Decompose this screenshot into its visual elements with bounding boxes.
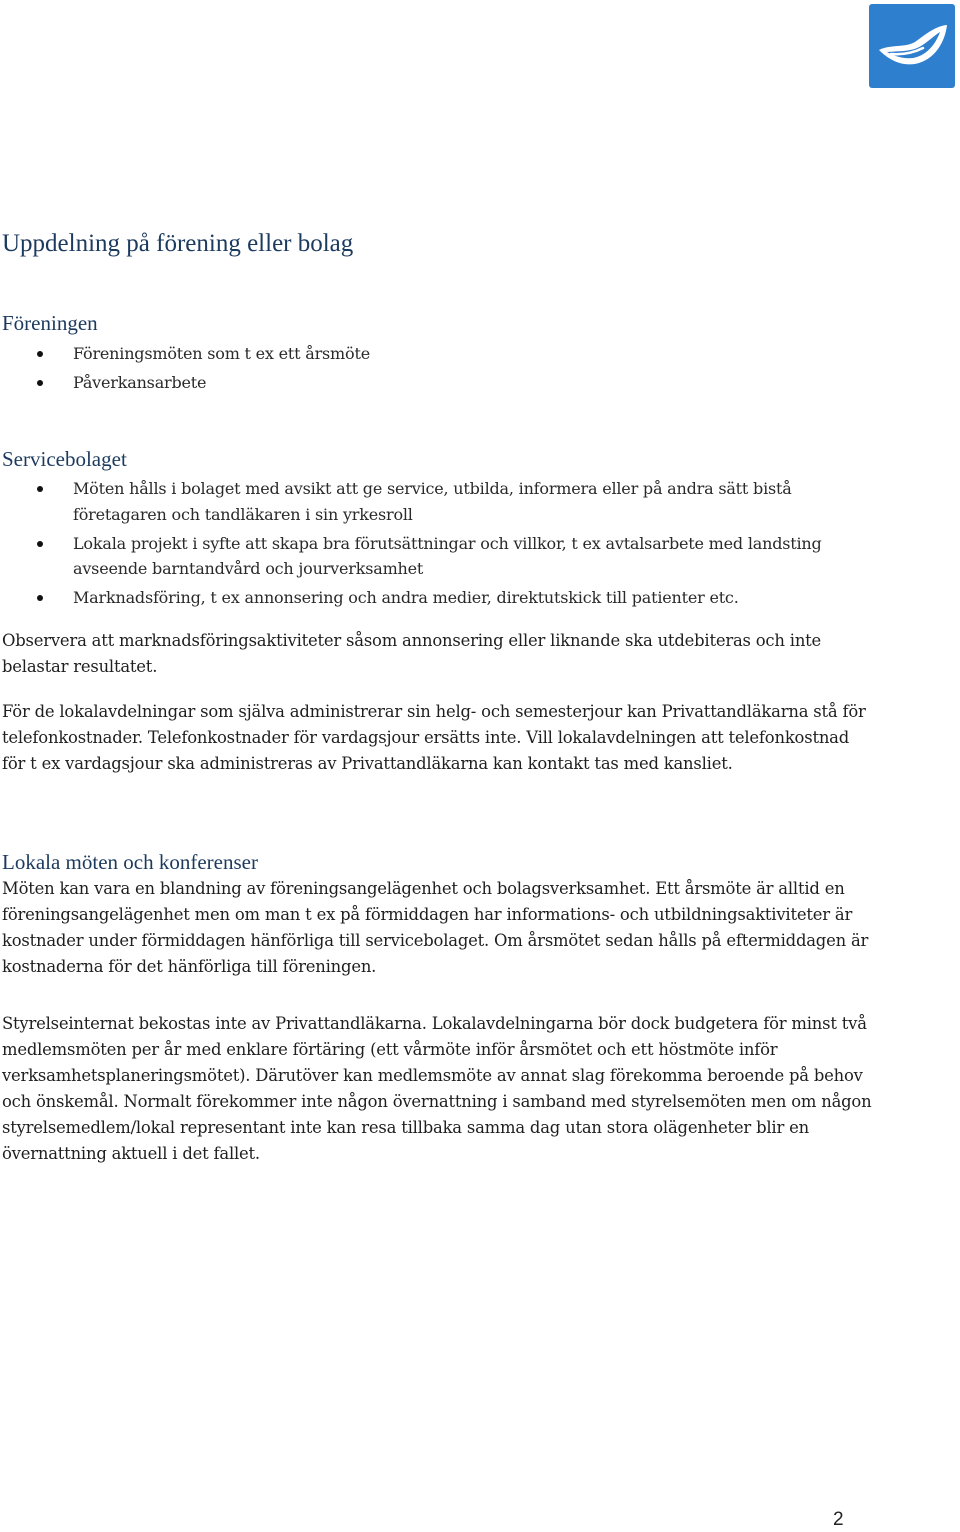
paragraph-moten: Möten kan vara en blandning av föreningsangelägenhet och bolagsverksamhet. Ett årsmöte är alltid en föreningsangelägenhet men om man t ex på förmiddagen har informations- och utbildningsaktiviteter är kostnader under förmiddagen hänförliga till servicebolaget. Om årsmötet sedan hålls på eftermiddagen är kostnaderna för det hänförliga till föreningen. — [2, 879, 869, 976]
servicebolaget-list — [0, 476, 880, 614]
page-title: Uppdelning på förening eller bolag — [2, 230, 354, 257]
list-item: Lokala projekt i syfte att skapa bra förutsättningar och villkor, t ex avtalsarbete med landsting avseende barntandvård och jourverksamhet — [0, 531, 880, 582]
list-item: Påverkansarbete — [0, 370, 880, 396]
bullet-icon — [37, 486, 43, 492]
paragraph-observera: Observera att marknadsföringsaktiviteter såsom annonsering eller liknande ska utdebiteras och inte belastar resultatet. — [2, 631, 822, 676]
section-heading-lokala-moten: Lokala möten och konferenser — [2, 850, 258, 874]
list-item: Marknadsföring, t ex annonsering och andra medier, direktutskick till patienter etc. — [0, 585, 880, 611]
list-item: Möten hålls i bolaget med avsikt att ge service, utbilda, informera eller på andra sätt bistå företagaren och tandläkaren i sin yrkesroll — [0, 476, 880, 527]
foreningen-list — [0, 341, 880, 399]
bullet-icon — [37, 380, 43, 386]
section-heading-foreningen: Föreningen — [2, 311, 98, 335]
bullet-icon — [37, 351, 43, 357]
paragraph-telefonkostnader: För de lokalavdelningar som själva administrerar sin helg- och semesterjour kan Privattandläkarna stå för telefonkostnader. Telefonkostnader för vardagsjour ersätts inte. Vill lokalavdelningen att telefonkostnad för t ex vardagsjour ska administreras av Privattandläkarna kan kontakt tas med kansliet. — [2, 702, 866, 773]
bullet-icon — [37, 595, 43, 601]
section-heading-servicebolaget: Servicebolaget — [2, 447, 127, 471]
smile-logo-icon — [869, 4, 955, 88]
page-number: 2 — [833, 1509, 844, 1530]
bullet-icon — [37, 541, 43, 547]
paragraph-styrelseinternat: Styrelseinternat bekostas inte av Privattandläkarna. Lokalavdelningarna bör dock budgetera för minst två medlemsmöten per år med enklare förtäring (ett vårmöte inför årsmötet och ett höstmöte inför verksamhetsplaneringsmötet). Därutöver kan medlemsmöte av annat slag förekomma beroende på behov och önskemål. Normalt förekommer inte någon övernattning i samband med styrelsemöten men om någon styrelsemedlem/lokal representant inte kan resa tillbaka samma dag utan stora olägenheter blir en övernattning aktuell i det fallet. — [2, 1014, 872, 1163]
list-item: Föreningsmöten som t ex ett årsmöte — [0, 341, 880, 367]
